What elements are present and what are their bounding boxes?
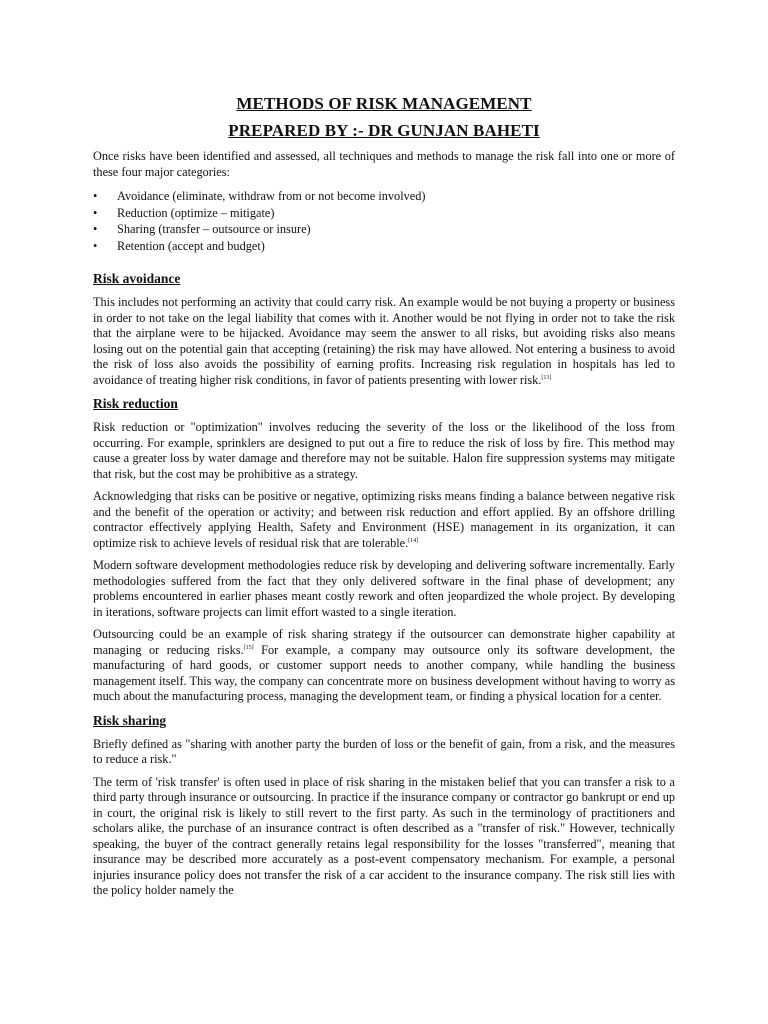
bullet-icon: • [93, 205, 98, 220]
list-item [93, 205, 675, 222]
document-title: METHODS OF RISK MANAGEMENT [236, 94, 532, 113]
avoidance-paragraph [93, 295, 675, 388]
list-item [93, 238, 675, 255]
list-item [93, 221, 675, 238]
reduction-paragraph-2 [93, 489, 675, 551]
citation[interactable]: [14] [408, 537, 419, 544]
document-author: PREPARED BY :- DR GUNJAN BAHETI [228, 121, 540, 140]
sharing-paragraph-2: The term of 'risk transfer' is often used in place of risk sharing in the mistaken belief that you can transfer a risk to a third party through insurance or outsourcing. In practice if the insurance company or contractor go bankrupt or end up in court, the original risk is likely to still revert to the first party. As such in the terminology of practitioners and scholars alike, the purchase of an insurance contract is often described as a "transfer of risk." However, technically speaking, the buyer of the contract generally retains legal responsibility for the losses "transferred", meaning that insurance may be described more accurately as a post-event compensatory mechanism. For example, a personal injuries insurance policy does not transfer the risk of a car accident to the insurance company. The risk still lies with the policy holder namely the [93, 774, 675, 897]
list-item-text: Reduction (optimize – mitigate) [117, 205, 275, 220]
categories-list [93, 188, 675, 254]
reduction-paragraph-3: Modern software development methodologies reduce risk by developing and delivering software incrementally. Early methodologies suffered from the fact that they only delivered software in the final phase of development; any problems encountered in earlier phases meant costly rework and often jeopardized the whole project. By developing in iterations, software projects can limit effort wasted to a single iteration. [93, 558, 675, 619]
citation[interactable]: [13] [541, 374, 552, 381]
bullet-icon: • [93, 189, 98, 203]
paragraph-text: This includes not performing an activity that could carry risk. An example would be not buying a property or business in order to not take on the legal liability that comes with it. Another would be not flying in order not to take the risk that the airplane were to be hijacked. Avoidance may seem the answer to all risks, but avoiding risks also means losing out on the potential gain that accepting (retaining) the risk may have allowed. Not entering a business to avoid the risk of loss also avoids the possibility of earning profits. Increasing risk regulation in hospitals has led to avoidance of treating higher risk conditions, in favor of patients presenting with lower risk. [93, 295, 675, 387]
section-heading-avoidance: Risk avoidance [93, 271, 181, 286]
paragraph-text: Acknowledging that risks can be positive or negative, optimizing risks means finding a balance between negative risk and the benefit of the operation or activity; and between risk reduction and effort applied. By an offshore drilling contractor effectively applying Health, Safety and Environment (HSE) management in its organization, it can optimize risk to achieve levels of residual risk that are tolerable. [93, 489, 675, 550]
reduction-paragraph-4 [93, 627, 675, 705]
section-heading-sharing: Risk sharing [93, 712, 167, 728]
bullet-icon: • [93, 222, 98, 236]
intro-paragraph: Once risks have been identified and assessed, all techniques and methods to manage the risk fall into one or more of these four major categories: [93, 149, 675, 179]
reduction-paragraph-1: Risk reduction or "optimization" involves reducing the severity of the loss or the likelihood of the loss from occurring. For example, sprinklers are designed to put out a fire to reduce the risk of loss by fire. This method may cause a greater loss by water damage and therefore may not be suitable. Halon fire suppression systems may mitigate that risk, but the cost may be prohibitive as a strategy. [93, 420, 675, 481]
paragraph-text: For example, a company may outsource only its software development, the manufacturing of hard goods, or customer support needs to another company, while handling the business management itself. This way, the company can concentrate more on business development without having to worry as much about the manufacturing process, managing the development team, or finding a physical location for a center. [93, 642, 675, 703]
list-item-text: Retention (accept and budget) [117, 238, 265, 253]
paragraph-text: Outsourcing could be an example of risk sharing strategy if the outsourcer can demonstrate higher capability at managing or reducing risks. [93, 627, 675, 657]
list-item-text: Sharing (transfer – outsource or insure) [117, 222, 311, 236]
citation[interactable]: [15] [243, 644, 254, 651]
bullet-icon: • [93, 238, 98, 253]
list-item [93, 188, 675, 205]
sharing-paragraph-1: Briefly defined as "sharing with another party the burden of loss or the benefit of gain, from a risk, and the measures to reduce a risk." [93, 736, 675, 766]
section-heading-reduction: Risk reduction [93, 396, 178, 411]
list-item-text: Avoidance (eliminate, withdraw from or not become involved) [117, 189, 426, 203]
